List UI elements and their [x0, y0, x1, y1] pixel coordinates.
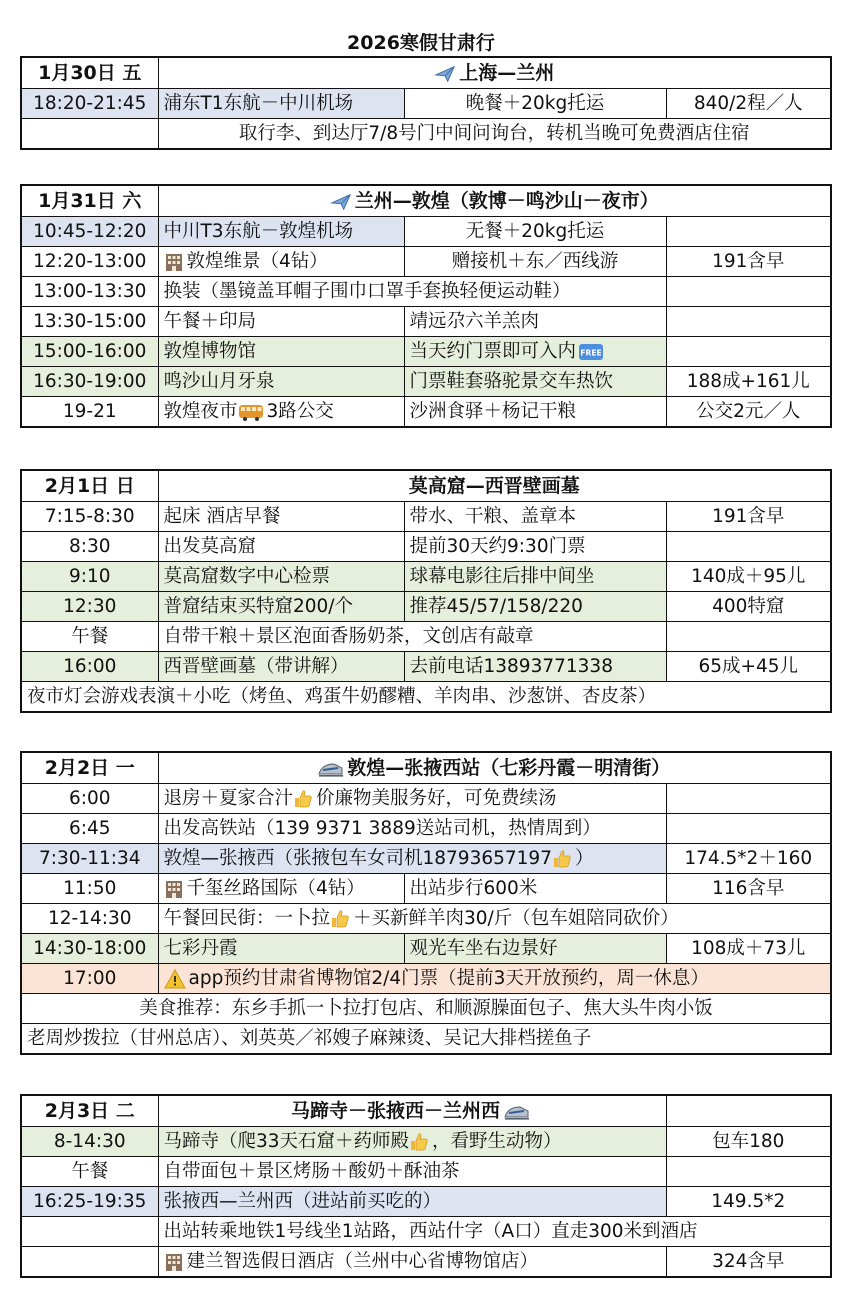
- day-date: 2月3日 二: [21, 1095, 158, 1127]
- cost-cell: 191含早: [666, 502, 831, 532]
- item-cell: 浦东T1东航－中川机场: [158, 89, 404, 119]
- thumbs-up-icon: [330, 909, 350, 929]
- item-span-cell: 午餐回民街：一卜拉 ＋买新鲜羊肉30/斤（包车姐陪同砍价）: [158, 904, 831, 934]
- item-span-cell: 马蹄寺（爬33天石窟＋药师殿 ，看野生动物）: [158, 1127, 666, 1157]
- time-cell: 12-14:30: [21, 904, 158, 934]
- time-cell: [21, 119, 158, 150]
- cost-cell: [666, 337, 831, 367]
- time-cell: 16:00: [21, 652, 158, 682]
- cost-cell: [666, 784, 831, 814]
- day-heading: 马蹄寺－张掖西－兰州西: [158, 1095, 666, 1127]
- note-cell: 靖远尕六羊羔肉: [404, 307, 666, 337]
- time-cell: 17:00: [21, 964, 158, 994]
- wide-note-cell: 美食推荐：东乡手抓一卜拉打包店、和顺源臊面包子、焦大头牛肉小饭: [21, 994, 831, 1024]
- time-cell: 6:00: [21, 784, 158, 814]
- item-cell: 敦煌维景（4钻）: [158, 247, 404, 277]
- note-cell: 沙洲食驿＋杨记干粮: [404, 397, 666, 428]
- time-cell: 8:30: [21, 532, 158, 562]
- cost-cell: 108成＋73儿: [666, 934, 831, 964]
- day-table-jan31: [20, 184, 832, 428]
- item-span-cell: 自带干粮＋景区泡面香肠奶茶，文创店有敲章: [158, 622, 666, 652]
- empty-cell: [666, 1095, 831, 1127]
- item-cell: 午餐＋印局: [158, 307, 404, 337]
- cost-cell: [666, 622, 831, 652]
- item-span-cell: 换装（墨镜盖耳帽子围巾口罩手套换轻便运动鞋）: [158, 277, 666, 307]
- day-heading: 莫高窟—西晋壁画墓: [158, 470, 831, 502]
- time-cell: 13:30-15:00: [21, 307, 158, 337]
- svg-text:FREE: FREE: [580, 348, 602, 357]
- cost-cell: 116含早: [666, 874, 831, 904]
- day-heading: 兰州—敦煌（敦博－鸣沙山－夜市）: [158, 185, 831, 217]
- day-table-feb1: [20, 469, 832, 713]
- time-cell: [21, 1247, 158, 1278]
- free-icon: [578, 342, 604, 362]
- cost-cell: 188成+161儿: [666, 367, 831, 397]
- time-cell: 8-14:30: [21, 1127, 158, 1157]
- cost-cell: 包车180: [666, 1127, 831, 1157]
- wide-note-cell: 取行李、到达厅7/8号门中间问询台，转机当晚可免费酒店住宿: [158, 119, 831, 150]
- item-span-cell: 出发高铁站（139 9371 3889送站司机，热情周到）: [158, 814, 666, 844]
- time-cell: 18:20-21:45: [21, 89, 158, 119]
- cost-cell: [666, 307, 831, 337]
- day-table-jan30: [20, 56, 832, 150]
- cost-cell: 174.5*2＋160: [666, 844, 831, 874]
- item-cell: 千玺丝路国际（4钻）: [158, 874, 404, 904]
- cost-cell: [666, 814, 831, 844]
- note-cell: 晚餐＋20kg托运: [404, 89, 666, 119]
- cost-cell: 324含早: [666, 1247, 831, 1278]
- thumbs-up-icon: [552, 849, 572, 869]
- note-cell: 当天约门票即可入内 FREE: [404, 337, 666, 367]
- thumbs-up-icon: [293, 789, 313, 809]
- plane-icon: [434, 63, 456, 85]
- train-icon: [318, 759, 344, 779]
- cost-cell: 191含早: [666, 247, 831, 277]
- day-date: 2月2日 一: [21, 752, 158, 784]
- warning-icon: [164, 969, 186, 989]
- note-cell: 出站步行600米: [404, 874, 666, 904]
- time-cell: 16:30-19:00: [21, 367, 158, 397]
- time-cell: 午餐: [21, 622, 158, 652]
- time-cell: 19-21: [21, 397, 158, 428]
- item-cell: 普窟结束买特窟200/个: [158, 592, 404, 622]
- item-cell: 七彩丹霞: [158, 934, 404, 964]
- page-title: 2026寒假甘肃行: [347, 32, 495, 54]
- note-cell: 门票鞋套骆驼景交车热饮: [404, 367, 666, 397]
- time-cell: [21, 1217, 158, 1247]
- time-cell: 午餐: [21, 1157, 158, 1187]
- note-cell: 无餐＋20kg托运: [404, 217, 666, 247]
- cost-cell: [666, 1157, 831, 1187]
- train-icon: [504, 1102, 530, 1122]
- time-cell: 12:30: [21, 592, 158, 622]
- time-cell: 9:10: [21, 562, 158, 592]
- item-cell: 西晋壁画墓（带讲解）: [158, 652, 404, 682]
- time-cell: 15:00-16:00: [21, 337, 158, 367]
- cost-cell: 840/2程／人: [666, 89, 831, 119]
- day-heading: 敦煌—张掖西站（七彩丹霞－明清街）: [158, 752, 831, 784]
- hotel-icon: [164, 1252, 184, 1272]
- bus-icon: [238, 402, 264, 422]
- day-heading: 上海—兰州: [158, 57, 831, 89]
- item-span-cell: 建兰智选假日酒店（兰州中心省博物馆店）: [158, 1247, 666, 1278]
- cost-cell: [666, 217, 831, 247]
- day-date: 2月1日 日: [21, 470, 158, 502]
- time-cell: 12:20-13:00: [21, 247, 158, 277]
- note-cell: 球幕电影往后排中间坐: [404, 562, 666, 592]
- day-date: 1月31日 六: [21, 185, 158, 217]
- note-cell: 去前电话13893771338: [404, 652, 666, 682]
- cost-cell: [666, 532, 831, 562]
- cost-cell: 140成＋95儿: [666, 562, 831, 592]
- note-cell: 带水、干粮、盖章本: [404, 502, 666, 532]
- item-cell: 鸣沙山月牙泉: [158, 367, 404, 397]
- day-table-feb2: [20, 751, 832, 1055]
- time-cell: 14:30-18:00: [21, 934, 158, 964]
- time-cell: 11:50: [21, 874, 158, 904]
- item-cell: 敦煌夜市 3路公交: [158, 397, 404, 428]
- time-cell: 7:15-8:30: [21, 502, 158, 532]
- note-cell: 提前30天约9:30门票: [404, 532, 666, 562]
- time-cell: 7:30-11:34: [21, 844, 158, 874]
- note-cell: 赠接机＋东／西线游: [404, 247, 666, 277]
- hotel-icon: [164, 252, 184, 272]
- cost-cell: 公交2元／人: [666, 397, 831, 428]
- wide-note-cell: 老周炒拨拉（甘州总店）、刘英英／祁嫂子麻辣烫、吴记大排档搓鱼子: [21, 1024, 831, 1055]
- item-cell: 起床 酒店早餐: [158, 502, 404, 532]
- wide-note-cell: 夜市灯会游戏表演＋小吃（烤鱼、鸡蛋牛奶醪糟、羊肉串、沙葱饼、杏皮茶）: [21, 682, 831, 713]
- note-cell: 观光车坐右边景好: [404, 934, 666, 964]
- item-span-cell: 自带面包＋景区烤肠＋酸奶＋酥油茶: [158, 1157, 666, 1187]
- cost-cell: 149.5*2: [666, 1187, 831, 1217]
- item-span-cell: 敦煌—张掖西（张掖包车女司机18793657197 ）: [158, 844, 666, 874]
- item-span-cell: app预约甘肃省博物馆2/4门票（提前3天开放预约，周一休息）: [158, 964, 831, 994]
- note-cell: 推荐45/57/158/220: [404, 592, 666, 622]
- cost-cell: 400特窟: [666, 592, 831, 622]
- day-table-feb3: [20, 1094, 832, 1278]
- time-cell: 13:00-13:30: [21, 277, 158, 307]
- cost-cell: [666, 277, 831, 307]
- item-cell: 敦煌博物馆: [158, 337, 404, 367]
- thumbs-up-icon: [409, 1132, 429, 1152]
- hotel-icon: [164, 879, 184, 899]
- cost-cell: 65成+45儿: [666, 652, 831, 682]
- plane-icon: [330, 191, 352, 213]
- item-span-cell: 退房＋夏家合汁 价廉物美服务好，可免费续汤: [158, 784, 666, 814]
- item-cell: 莫高窟数字中心检票: [158, 562, 404, 592]
- item-cell: 出发莫高窟: [158, 532, 404, 562]
- time-cell: 16:25-19:35: [21, 1187, 158, 1217]
- item-cell: 中川T3东航－敦煌机场: [158, 217, 404, 247]
- time-cell: 10:45-12:20: [21, 217, 158, 247]
- day-date: 1月30日 五: [21, 57, 158, 89]
- item-span-cell: 出站转乘地铁1号线坐1站路，西站什字（A口）直走300米到酒店: [158, 1217, 831, 1247]
- item-span-cell: 张掖西—兰州西（进站前买吃的）: [158, 1187, 666, 1217]
- time-cell: 6:45: [21, 814, 158, 844]
